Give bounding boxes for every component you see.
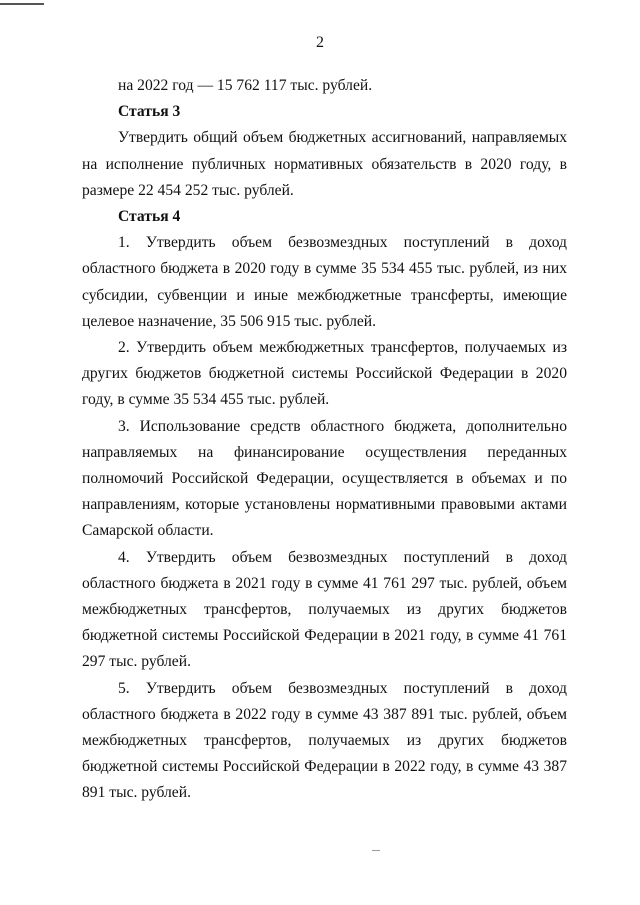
article-4-heading: Статья 4 <box>118 208 181 226</box>
article-3-heading: Статья 3 <box>118 103 181 121</box>
article-4-item-4: 4. Утвердить объем безвозмездных поступлений в доход областного бюджета в 2021 году в сумме 41 761 297 тыс. рублей, объем межбюджетных трансфертов, получаемых из других бюджетов бюджетной системы Российской Федерации в 2021 году, в сумме 41 761 297 тыс. рублей. <box>82 548 567 671</box>
page-number: 2 <box>316 34 324 51</box>
article-4-item-1: 1. Утвердить объем безвозмездных поступлений в доход областного бюджета в 2020 году в сумме 35 534 455 тыс. рублей, из них субсидии, субвенции и иные межбюджетные трансферты, имеющие целевое назначение, 35 506 915 тыс. рублей. <box>82 234 567 330</box>
article-4-item-2: 2. Утвердить объем межбюджетных трансфертов, получаемых из других бюджетов бюджетной системы Российской Федерации в 2020 году, в сумме 35 534 455 тыс. рублей. <box>82 339 567 409</box>
article-4-item-5: 5. Утвердить объем безвозмездных поступлений в доход областного бюджета в 2022 году в сумме 43 387 891 тыс. рублей, объем межбюджетных трансфертов, получаемых из других бюджетов бюджетной системы Российской Федерации в 2022 году, в сумме 43 387 891 тыс. рублей. <box>82 679 567 802</box>
scan-speck <box>372 850 380 851</box>
document-body <box>82 73 567 807</box>
article-4-item-3: 3. Использование средств областного бюджета, дополнительно направляемых на финансирование осуществления переданных полномочий Российской Федерации, осуществляется в объемах и по направлениям, которые установлены нормативными правовыми актами Самарской области. <box>82 417 567 540</box>
article-3-paragraph: Утвердить общий объем бюджетных ассигнований, направляемых на исполнение публичных нормативных обязательств в 2020 году, в размере 22 454 252 тыс. рублей. <box>82 129 567 199</box>
paragraph-continuation: на 2022 год — 15 762 117 тыс. рублей. <box>118 77 373 94</box>
scan-edge-mark <box>0 3 44 5</box>
